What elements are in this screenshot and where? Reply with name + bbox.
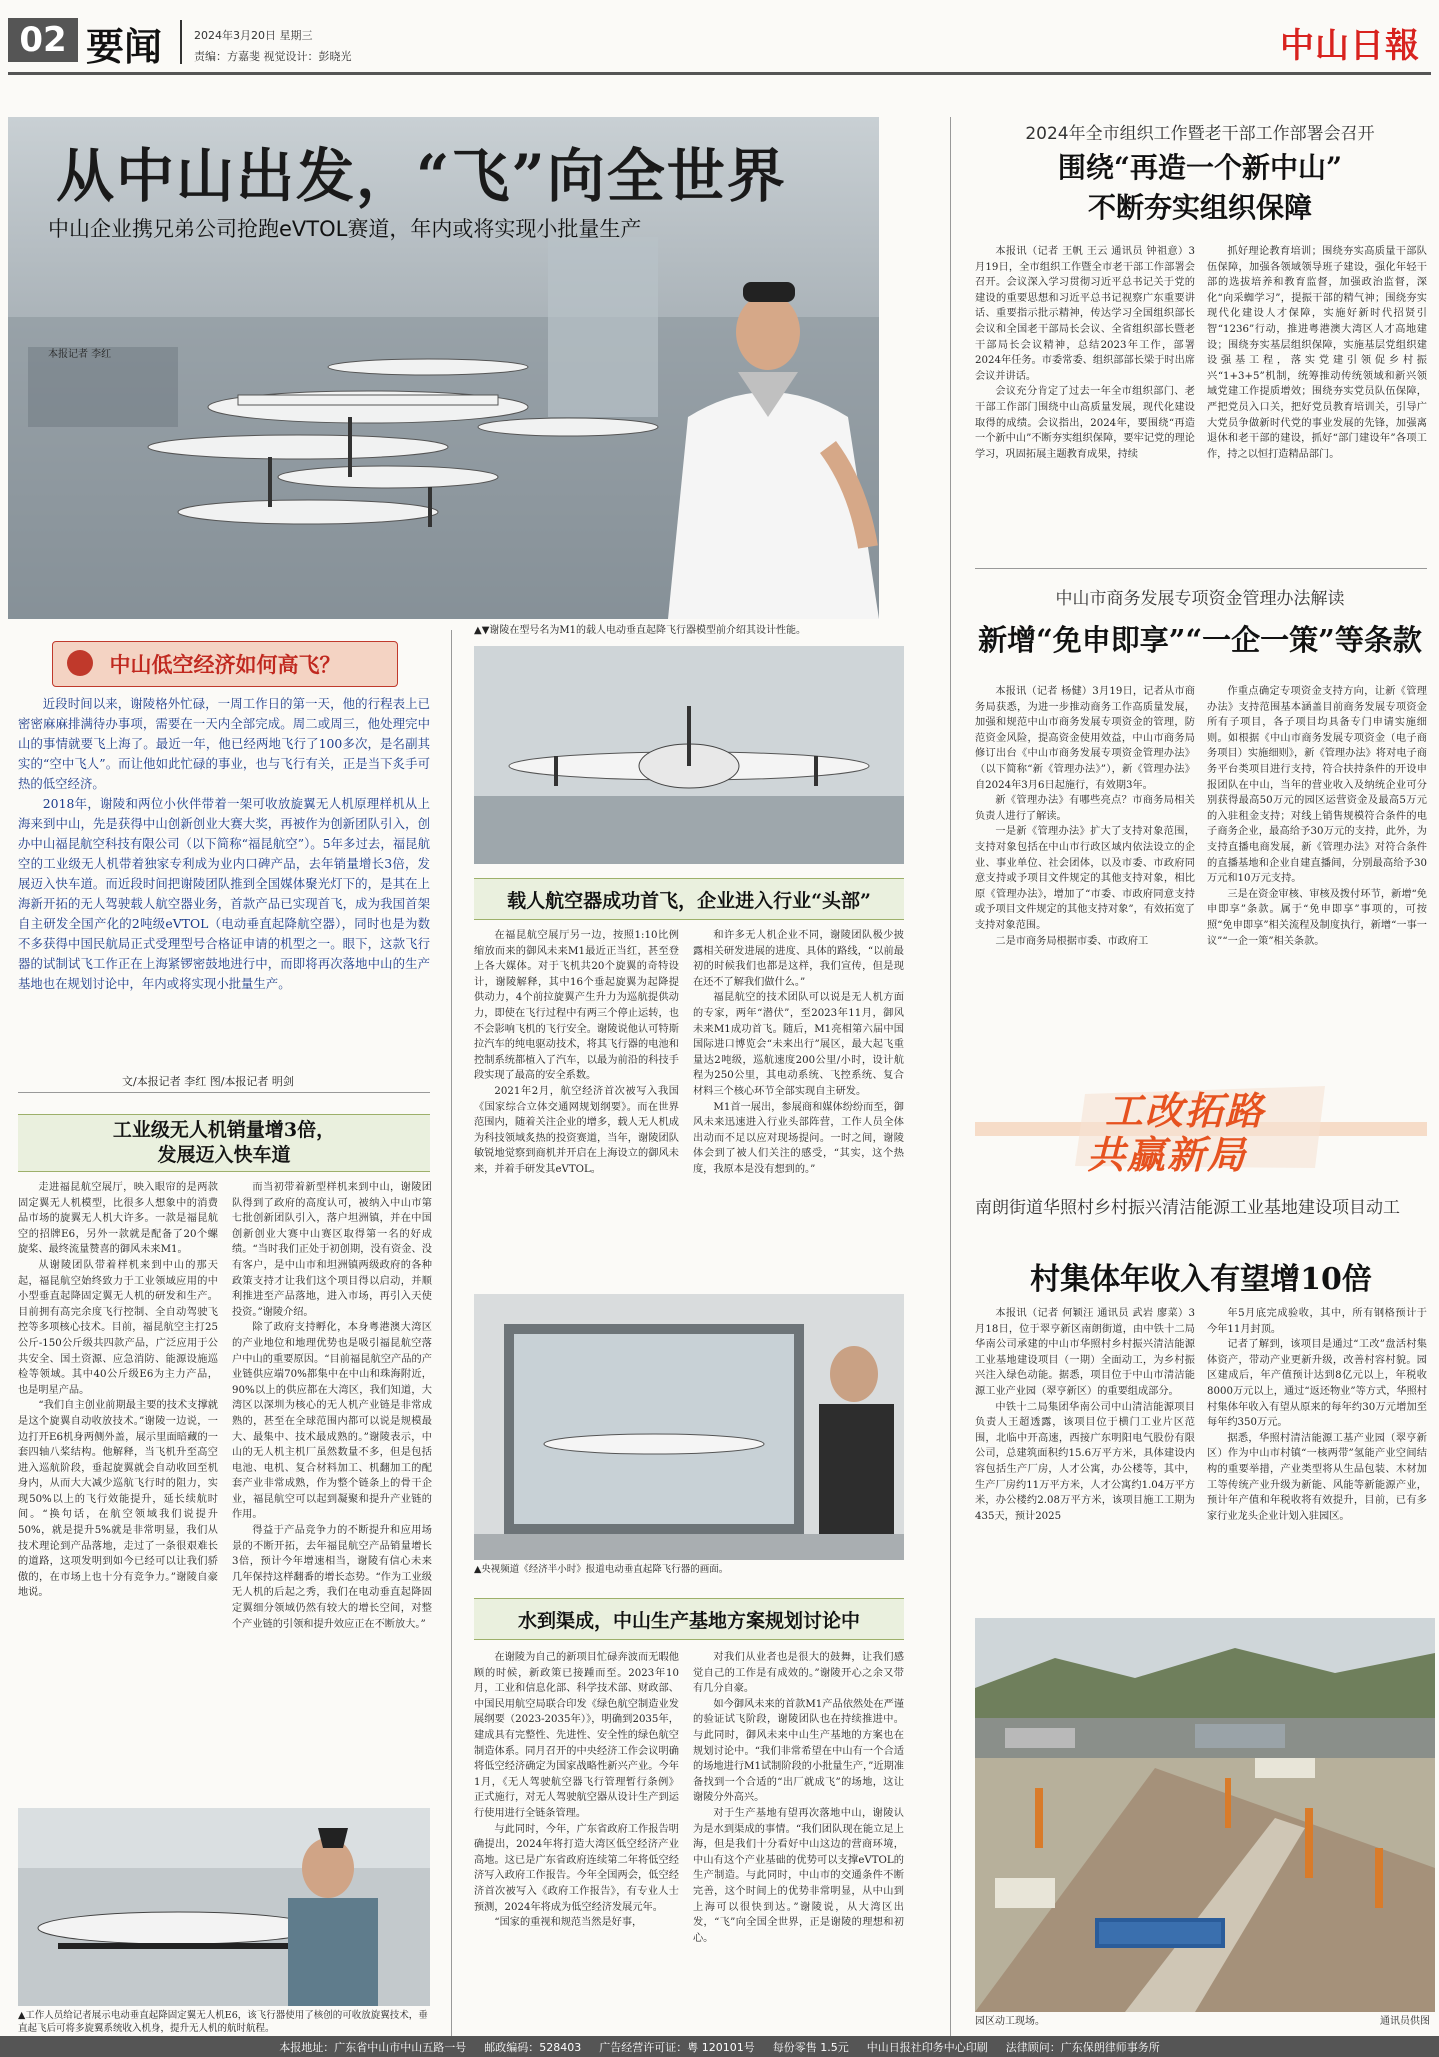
footer-postcode: 邮政编码：528403 [484, 2040, 582, 2054]
section-name: 要闻 [86, 24, 163, 69]
lead-photo-caption: ▲▼谢陵在型号名为M1的载人电动垂直起降飞行器模型前介绍其设计性能。 [474, 625, 806, 636]
body-paragraph: 在谢陵为自己的新项目忙碌奔波而无暇他顾的时候，新政策已接踵而至。2023年10月，工业和信息化部、科学技术部、财政部、中国民用航空局联合印发《绿色航空制造业发展纲要（2023-2035年）》，明确到2035年，建成具有完整性、先进性、安全性的绿色航空制造体系。同月召开的中央经济工作会议明确将低空经济确定为国家战略性新兴产业。今年1月，《无人驾驶航空器飞行管理暂行条例》正式施行，对无人驾驶航空器从设计生产到运行使用进行全链条管理。 [474, 1652, 679, 1819]
footer-address: 本报地址：广东省中山市中山五路一号 [279, 2040, 467, 2054]
construction-photo-credit: 通讯员供图 [1380, 2016, 1430, 2027]
banner-line1: 工改拓路 [1105, 1088, 1266, 1133]
drone-model-photo [474, 646, 904, 864]
e6-drone-photo [18, 1808, 430, 2006]
drone-model-image [474, 646, 904, 864]
tv-report-photo [474, 1294, 904, 1560]
body-paragraph: 而当初带着新型样机来到中山，谢陵团队得到了政府的高度认可，被纳入中山市第七批创新团队引入，落户坦洲镇，并在中国创新创业大赛中山赛区取得第一名的好成绩。“当时我们正处于初创期，没有资金、没有客户，是中山市和坦洲镇两级政府的各种政策支持才让我们这个项目得以启动，并顺利推进至产品落地，进入市场，再引入天使投资。”谢陵介绍。 [232, 1182, 432, 1318]
body-paragraph: 中铁十二局集团华南公司中山清洁能源项目负责人王超透露，该项目位于横门工业片区范围，北临中开高速，西接广东明阳电气股份有限公司，总建筑面积约15.6万平方米，具体建设内容包括生产厂房，人才公寓，办公楼等，其中，生产厂房约11万平方米，人才公寓约1.04万平方米，办公楼约2.08万平方米，该项目施工工期为435天，预计2025 [975, 1401, 1195, 1522]
footer-license: 广告经营许可证：粤 120101号 [599, 2040, 755, 2054]
story1-headline-line2: 不断夯实组织保障 [1087, 191, 1312, 224]
lead-subhead: 中山企业携兄弟公司抢跑eVTOL赛道，年内或将实现小批量生产 [48, 217, 642, 241]
lead-banner [52, 641, 398, 687]
intro-paragraph: 2018年，谢陵和两位小伙伴带着一架可收放旋翼无人机原理样机从上海来到中山，先是获得中山创新创业大赛大奖，再被作为创新团队引入，创办中山福昆航空科技有限公司（以下简称“福昆航空”）。5年多过去，福昆航空的工业级无人机带着独家专利成为业内口碑产品，去年销量增长3倍，发展迈入快车道。而近段时间把谢陵团队推到全国媒体聚光灯下的，是其在上海新开拓的无人驾驶载人航空器业务，首款产品已实现首飞，成为我国首架自主研发全国产化的2吨级eVTOL（电动垂直起降航空器），同时也是为数不多获得中国民航局正式受理型号合格证申请的机型之一。眼下，这款飞行器的试制试飞工作正在上海紧锣密鼓地进行中，而即将再次落地中山的生产基地也在规划讨论中，年内或将实现小批量生产。 [18, 796, 430, 991]
page-header [0, 0, 1439, 74]
article-column-5 [474, 1650, 679, 2052]
body-paragraph: 会议充分肯定了过去一年全市组织部门、老干部工作部门围绕中山高质量发展，现代化建设取得的成绩。会议指出，2024年，要围绕“再造一个新中山”不断夯实组织保障，要牢记党的理论学习，巩固拓展主题教育成果，持续 [975, 386, 1195, 460]
lead-intro [18, 694, 430, 1064]
article-column-2 [232, 1180, 432, 1800]
body-paragraph: 2021年2月，航空经济首次被写入我国《国家综合立体交通网规划纲要》。而在世界范围内，随着关注企业的增多，载人无人机成为科技领域炙热的投资赛道，当年，谢陵团队敏锐地觉察到商机并开启在上海设立的御风未来，并着手研发其eVTOL。 [474, 1085, 679, 1175]
subhead-text: 水到渠成，中山生产基地方案规划讨论中 [517, 1609, 860, 1632]
body-paragraph: 从谢陵团队带着样机来到中山的那天起，福昆航空始终致力于工业领域应用的中小型垂直起降固定翼无人机的研发和生产。目前拥有高完余度飞行控制、全自动驾驶飞控等多项核心技术。目前，福昆航空主打25公斤-150公斤级共四款产品，广泛应用于公共安全、国土资源、应急消防、能源设施巡检等领域。其中40公斤级E6为主力产品，也是明星产品。 [18, 1259, 218, 1396]
banner-icon [67, 650, 93, 676]
story3-column-a [975, 1306, 1195, 1616]
page-footer [0, 2036, 1439, 2057]
body-paragraph: 据悉，华照村清洁能源工基产业园（翠亨新区）作为中山市村镇“一核两带”氢能产业空间结构的重要举措，产业类型将从生品包装、木材加工等传统产业升级为新能、风能等新能源产业，预计年产值和年税收将有效提升，目前，已有多家行业龙头企业计划入驻园区。 [1207, 1432, 1427, 1522]
story3-kicker: 南朗街道华照村乡村振兴清洁能源工业基地建设项目动工 [975, 1198, 1400, 1218]
body-paragraph: 本报讯（记者 王帆 王云 通讯员 钟祖意）3月19日，全市组织工作暨全市老干部工作部署会召开。会议深入学习贯彻习近平总书记关于党的建设的重要思想和习近平总书记视察广东重要讲话、重要指示批示精神，传达学习全国组织部长会议和全国老干部局长会议、全省组织部长暨老干部局长会议精神，总结2023年工作，部署2024年任务。市委常委、组织部部长梁于时出席会议并讲话。 [975, 246, 1195, 382]
construction-photo-caption: 园区动工现场。 [975, 2016, 1045, 2027]
body-paragraph: 新《管理办法》有哪些亮点？市商务局相关负责人进行了解读。 [975, 795, 1195, 822]
page-number: 02 [8, 18, 78, 62]
body-paragraph: 抓好理论教育培训；围绕夯实高质量干部队伍保障，加强各领域领导班子建设，强化年轻干部的选拔培养和教育监督，加强政治监督，深化“向采蜘学习”，提振干部的精气神；围绕夯实现代化建设人才保障，实施好新时代招贤引智“1236”行动，推进粤港澳大湾区人才高地建设；围绕夯实基层组织保障，实施基层党组织建设强基工程，落实党建引领促乡村振兴“1+3+5”机制，统筹推动传统领域和新兴领域党建工作提质增效；围绕夯实党员队伍保障，严把党员入口关，把好党员教育培训关，引导广大党员争做新时代党的事业发展的先锋，加强离退休和老干部的建设，抓好“部门建设年”各项工作，持之以恒打造精品部门。 [1207, 246, 1427, 460]
editors-line: 责编：方嘉斐 视觉设计：彭晓光 [194, 50, 352, 63]
story2-kicker: 中山市商务发展专项资金管理办法解读 [1055, 589, 1345, 609]
body-paragraph: 三是在资金审核、审核及拨付环节，新增“免申即享”条款。属于“免申即享”事项的，可按照“免申即享”相关流程及制度执行，新增“一事一议”“一企一策”相关条款。 [1207, 888, 1427, 947]
body-paragraph: 二是市商务局根据市委、市政府工 [995, 935, 1149, 947]
construction-site-photo [975, 1618, 1435, 2012]
footer-price: 每份零售 1.5元 [772, 2040, 849, 2054]
subhead-production-base [474, 1598, 904, 1640]
article-column-6 [693, 1650, 904, 2052]
masthead-logo: 中山日報 [1280, 26, 1420, 66]
story1-headline [975, 148, 1425, 228]
body-paragraph: 除了政府支持孵化，本身粤港澳大湾区的产业地位和地理优势也是吸引福昆航空落户中山的重要原因。“目前福昆航空产品的产业链供应端70%都集中在中山和珠海附近，90%以上的供应都在大湾区，我们知道，大湾区以深圳为核心的无人机产业链是非常成熟的，甚至在全球范围内都可以说是规模最大、最集中、技术最成熟的。”谢陵表示，中山的无人机主机厂虽然数量不多，但是包括电池、电机、复合材料加工、机翻加工的配套产业非常成熟，作为整个链条上的骨干企业，福昆航空可以起到凝聚和提升产业链的作用。 [232, 1322, 432, 1521]
story1-column-b [1207, 244, 1427, 556]
story2-column-b [1207, 684, 1427, 1004]
body-paragraph: 记者了解到，该项目是通过“工改”盘活村集体资产，带动产业更新升级，改善村容村貌。园区建成后，年产值预计达到8亿元以上，年税收8000万元以上，通过“返还物业”等方式，华照村村集体年收入有望从原来的每年约30万元增加至每年约350万元。 [1207, 1339, 1427, 1429]
body-paragraph: 如今御风未来的首款M1产品依然处在严谨的验证试飞阶段，谢陵团队也在持续推进中。与此同时，御风未来中山生产基地的方案也在规划讨论中。“我们非常希望在中山有一个合适的场地进行M1试制阶段的小批量生产，”近期准备找到一个合适的“出厂就成飞”的场地，这让谢陵分外高兴。 [693, 1698, 904, 1804]
story1-headline-line1: 围绕“再造一个新中山” [1057, 151, 1343, 184]
story2-headline: 新增“免申即享”“一企一策”等条款 [978, 623, 1422, 657]
article-column-3 [474, 928, 679, 1278]
body-paragraph: “我们自主创业前期最主要的技术支撑就是这个旋翼自动收放技术。”谢陵一边说，一边打开E6机身两侧外盖，展示里面暗藏的一套四轴八桨结构。他解释，当飞机升至高空进入巡航阶段，垂起旋翼就会自动收回至机身内，从而大大减少巡航飞行时的阻力，实现50%以上的飞行效能提升，延长续航时间。“换句话，在航空领域我们说提升50%，就是提升5%就是非常明显，我们从技术理论到产品落地，走过了一条很艰难长的道路，这项发明到如今已经可以让我们骄傲的，在市场上也十分有竞争力。”谢陵自豪地说。 [18, 1400, 218, 1599]
body-paragraph: “国家的重视和规范当然是好事， [494, 1917, 643, 1929]
lead-headline: 从中山出发，“飞”向全世界 [56, 142, 787, 210]
story3-column-b [1207, 1306, 1427, 1616]
subhead-text: 载人航空器成功首飞，企业进入行业“头部” [507, 889, 871, 912]
construction-site-image [975, 1618, 1435, 2012]
body-paragraph: 年5月底完成验收，其中，所有钢格预计于今年11月封顶。 [1207, 1308, 1427, 1335]
intro-paragraph: 近段时间以来，谢陵格外忙碌，一周工作日的第一天，他的行程表上已密密麻麻排满待办事项，需要在一天内全部完成。周二或周三，他处理完中山的事情就要飞上海了。最近一年，他已经两地飞行了100多次，是名副其实的“空中飞人”。而让他如此忙碌的事业，也与飞行有关，正是当下炙手可热的低空经济。 [18, 696, 430, 791]
issue-date: 2024年3月20日 星期三 [194, 29, 313, 42]
body-paragraph: 得益于产品竞争力的不断提升和应用场景的不断开拓，去年福昆航空产品销量增长3倍，预计今年增速相当，谢陵有信心未来几年保持这样翻番的增长态势。“作为工业级无人机的后起之秀，我们在电动垂直起降固定翼细分领域仍然有较大的增长空间，对整个产业链的引领和提升效应正在不断放大。” [232, 1525, 432, 1630]
body-paragraph: 在福昆航空展厅另一边，按照1:10比例缩放而来的御风未来M1最近正当红，甚至登上各大媒体。对于飞机共20个旋翼的奇特设计，谢陵解释，其中16个垂起旋翼为起降提供动力，4个前拉旋翼产生升力为巡航提供动力，即使在飞行过程中有两三个停止运转，也不会影响飞机的飞行安全。谢陵说他认可特斯拉汽车的纯电驱动技术，将其飞行器的电池和控制系统都植入了汽车，以最为前沿的科技手段实现了最高的安全系数。 [474, 930, 679, 1082]
lead-banner-text: 中山低空经济如何高飞？ [109, 652, 341, 677]
tv-photo-caption: ▲央视频道《经济半小时》报道电动垂直起降飞行器的画面。 [474, 1564, 729, 1575]
body-paragraph: 对于生产基地有望再次落地中山，谢陵认为是水到渠成的事情。“我们团队现在能立足上海，但是我们十分看好中山这边的营商环境，中山有这个产业基础的优势可以支撑eVTOL的生产制造。与此同时，中山市的交通条件不断完善，这个时间上的优势非常明显，从中山到上海可以很快到达。”谢陵说，从大湾区出发，“飞”向全国全世界，正是谢陵的理想和初心。 [693, 1807, 904, 1944]
tv-report-image [474, 1294, 904, 1560]
subhead-text: 工业级无人机销量增3倍，发展迈入快车道 [112, 1119, 336, 1166]
article-column-1 [18, 1180, 218, 1800]
body-paragraph: 福昆航空的技术团队可以说是无人机方面的专家，两年“潜伏”，至2023年11月，御风未来M1成功首飞。随后，M1亮相第六届中国国际进口博览会“未来出行”展区，最大起飞重量达2吨级，巡航速度200公里/小时，设计航程为250公里，其电动系统、飞控系统、复合材料三个核心环节全部实现自主研发。 [693, 992, 904, 1097]
story2-column-a [975, 684, 1195, 1004]
body-paragraph: M1首一展出，参展商和媒体纷纷而至，御风未来迅速进入行业头部阵营，工作人员全体出动而不足以应对现场提问。一时之间，谢陵体会到了被人们关注的感受，“其实，这个热度，我原本是没有想到的。” [693, 1101, 904, 1175]
e6-drone-image [18, 1808, 430, 2006]
e6-photo-caption: ▲工作人员给记者展示电动垂直起降固定翼无人机E6，该飞行器使用了核创的可收放旋翼技术，垂直起飞后可将多旋翼系统收入机身，提升无人机的航时航程。 [18, 2010, 428, 2034]
story1-kicker: 2024年全市组织工作暨老干部工作部署会召开 [1025, 124, 1375, 144]
body-paragraph: 与此同时，今年，广东省政府工作报告明确提出，2024年将打造大湾区低空经济产业高地。这已是广东省政府连续第二年将低空经济写入政府工作报告。今年全国两会，低空经济首次被写入《政府工作报告》，有专业人士预测，2024年将成为低空经济发展元年。 [474, 1823, 679, 1913]
lead-photo [8, 117, 879, 619]
lead-byline: 文/本报记者 李红 图/本报记者 明剑 [122, 1075, 294, 1088]
article-column-4 [693, 928, 904, 1278]
body-paragraph: 作重点确定专项资金支持方向，让新《管理办法》支持范围基本涵盖目前商务发展专项资金所有子项目，各子项目均具备专门申请实施细则。如根据《中山市商务发展专项资金（电子商务项目）实施细则》，新《管理办法》将对电子商务平台类项目进行支持，符合扶持条件的开设申报团队在中山，当年的营业收入及纳统企业可分别获得最高50万元的园区运营资金及最高5万元的入驻租金支持；对线上销售规模符合条件的电子商务企业，最高给予30万元的支持，此外，为支持直播电商发展，新《管理办法》对符合条件的直播基地和企业自建直播间，分别最高给予30万元和10万元支持。 [1207, 686, 1427, 885]
body-paragraph: 一是新《管理办法》扩大了支持对象范围，支持对象包括在中山市行政区域内依法设立的企业、事业单位、社会团体，以及市委、市政府同意支持或予项目文件规定的其他支持对象，相比原《管理办法》，增加了“市委、市政府同意支持或予项目文件规定的其他支持对象”，有效拓宽了支持对象范围。 [975, 826, 1195, 931]
story3-headline: 村集体年收入有望增10倍 [1030, 1262, 1372, 1297]
footer-lawyer: 法律顾问：广东保朗律师事务所 [1005, 2040, 1160, 2054]
subhead-industrial-drone [18, 1114, 430, 1172]
body-paragraph: 对我们从业者也是很大的鼓舞，让我们感觉自己的工作是有成效的。”谢陵开心之余又带有几分自豪。 [693, 1652, 904, 1695]
story1-column-a [975, 244, 1195, 556]
footer-printer: 中山日报社印务中心印刷 [866, 2040, 988, 2054]
reform-banner [975, 1074, 1427, 1177]
subhead-manned-aircraft [474, 878, 904, 920]
photo-credit: 本报记者 李红 [48, 349, 112, 360]
body-paragraph: 走进福昆航空展厅，映入眼帘的是两款固定翼无人机模型，比很多人想象中的消费品市场的旋翼无人机大许多。一款是福昆航空的招牌E6，另外一款就是配备了20个螺旋桨、最终流量赞喜的御风未来M1。 [18, 1182, 218, 1256]
body-paragraph: 和许多无人机企业不同，谢陵团队极少披露相关研发进展的进度、具体的路线，“以前最初的时候我们也都是这样，我们宣传，但是现在还不了解我们做什么。” [693, 930, 904, 988]
banner-line2: 共赢新局 [1087, 1132, 1248, 1177]
body-paragraph: 本报讯（记者 杨健）3月19日，记者从市商务局获悉，为进一步推动商务工作高质量发展，加强和规范中山市商务发展专项资金的管理，防范资金风险，提高资金使用效益，中山市商务局修订出台《中山市商务发展专项资金管理办法》（以下简称“新《管理办法》”），新《管理办法》自2024年3月6日起施行，有效期3年。 [975, 686, 1195, 791]
body-paragraph: 本报讯（记者 何颖汪 通讯员 武岩 廖菜）3月18日，位于翠亨新区南朗街道，由中铁十二局华南公司承建的中山市华照村乡村振兴清洁能源工业基地建设项目（一期）全面动工，为乡村振兴注入绿色动能。据悉，项目位于中山市清洁能源工业产业园（翠亨新区）的重要组成部分。 [975, 1308, 1195, 1397]
